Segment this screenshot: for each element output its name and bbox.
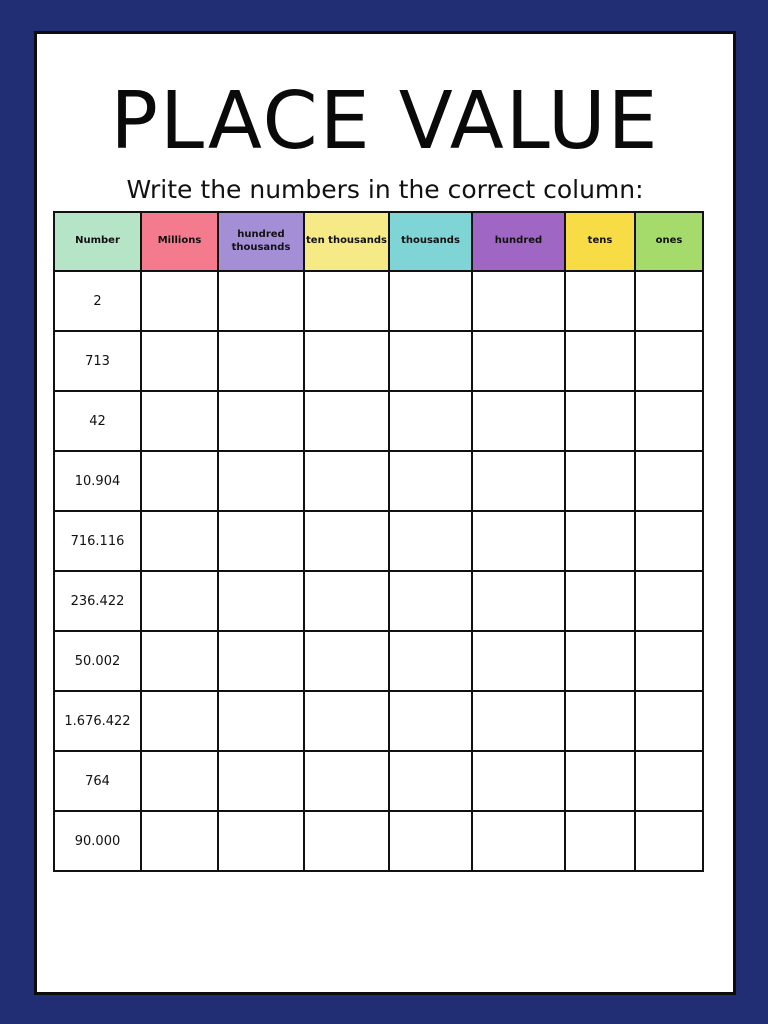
table-row	[54, 631, 703, 691]
answer-cell-ones[interactable]	[635, 631, 703, 691]
number-cell: 42	[54, 391, 141, 451]
table-row	[54, 751, 703, 811]
answer-cell-hundred[interactable]	[472, 811, 565, 871]
answer-cell-hundred-thousands[interactable]	[218, 631, 304, 691]
answer-cell-hundred[interactable]	[472, 391, 565, 451]
answer-cell-tens[interactable]	[565, 631, 635, 691]
worksheet-title: PLACE VALUE	[110, 75, 660, 167]
number-cell: 764	[54, 751, 141, 811]
answer-cell-thousands[interactable]	[389, 631, 472, 691]
answer-cell-hundred[interactable]	[472, 691, 565, 751]
answer-cell-thousands[interactable]	[389, 391, 472, 451]
answer-cell-tens[interactable]	[565, 691, 635, 751]
answer-cell-ones[interactable]	[635, 331, 703, 391]
answer-cell-hundred-thousands[interactable]	[218, 571, 304, 631]
answer-cell-thousands[interactable]	[389, 751, 472, 811]
answer-cell-ones[interactable]	[635, 271, 703, 331]
table-row	[54, 271, 703, 331]
answer-cell-hundred[interactable]	[472, 631, 565, 691]
answer-cell-hundred-thousands[interactable]	[218, 691, 304, 751]
answer-cell-thousands[interactable]	[389, 811, 472, 871]
answer-cell-ones[interactable]	[635, 571, 703, 631]
answer-cell-ones[interactable]	[635, 751, 703, 811]
answer-cell-tens[interactable]	[565, 331, 635, 391]
answer-cell-thousands[interactable]	[389, 331, 472, 391]
table-row	[54, 511, 703, 571]
answer-cell-tens[interactable]	[565, 571, 635, 631]
worksheet-instructions: Write the numbers in the correct column:	[126, 175, 644, 204]
answer-cell-ten-thousands[interactable]	[304, 271, 389, 331]
header-number: Number	[54, 212, 141, 271]
answer-cell-millions[interactable]	[141, 691, 218, 751]
table-row	[54, 391, 703, 451]
answer-cell-ten-thousands[interactable]	[304, 451, 389, 511]
answer-cell-thousands[interactable]	[389, 451, 472, 511]
answer-cell-hundred-thousands[interactable]	[218, 331, 304, 391]
header-row	[54, 212, 703, 271]
answer-cell-thousands[interactable]	[389, 271, 472, 331]
answer-cell-tens[interactable]	[565, 451, 635, 511]
answer-cell-millions[interactable]	[141, 811, 218, 871]
answer-cell-millions[interactable]	[141, 631, 218, 691]
header-tens: tens	[565, 212, 635, 271]
table-row	[54, 811, 703, 871]
answer-cell-hundred[interactable]	[472, 751, 565, 811]
answer-cell-tens[interactable]	[565, 271, 635, 331]
answer-cell-tens[interactable]	[565, 751, 635, 811]
answer-cell-hundred[interactable]	[472, 271, 565, 331]
table-row	[54, 451, 703, 511]
answer-cell-millions[interactable]	[141, 571, 218, 631]
number-cell: 236.422	[54, 571, 141, 631]
answer-cell-hundred[interactable]	[472, 451, 565, 511]
header-hundred: hundred	[472, 212, 565, 271]
answer-cell-hundred-thousands[interactable]	[218, 451, 304, 511]
answer-cell-ones[interactable]	[635, 451, 703, 511]
answer-cell-millions[interactable]	[141, 751, 218, 811]
answer-cell-ones[interactable]	[635, 391, 703, 451]
answer-cell-millions[interactable]	[141, 451, 218, 511]
answer-cell-ones[interactable]	[635, 691, 703, 751]
answer-cell-thousands[interactable]	[389, 511, 472, 571]
table-row	[54, 331, 703, 391]
answer-cell-ten-thousands[interactable]	[304, 691, 389, 751]
header-ten-thousands: ten thousands	[304, 212, 389, 271]
answer-cell-hundred-thousands[interactable]	[218, 391, 304, 451]
answer-cell-tens[interactable]	[565, 511, 635, 571]
answer-cell-millions[interactable]	[141, 511, 218, 571]
answer-cell-ten-thousands[interactable]	[304, 811, 389, 871]
header-hundred-thousands: hundred thousands	[218, 212, 304, 271]
answer-cell-hundred[interactable]	[472, 331, 565, 391]
header-millions: Millions	[141, 212, 218, 271]
answer-cell-ten-thousands[interactable]	[304, 751, 389, 811]
answer-cell-thousands[interactable]	[389, 691, 472, 751]
answer-cell-ten-thousands[interactable]	[304, 511, 389, 571]
number-cell: 90.000	[54, 811, 141, 871]
answer-cell-hundred[interactable]	[472, 511, 565, 571]
answer-cell-hundred-thousands[interactable]	[218, 511, 304, 571]
answer-cell-tens[interactable]	[565, 811, 635, 871]
answer-cell-millions[interactable]	[141, 391, 218, 451]
answer-cell-ones[interactable]	[635, 511, 703, 571]
table-row	[54, 691, 703, 751]
answer-cell-ten-thousands[interactable]	[304, 571, 389, 631]
place-value-table	[53, 211, 704, 872]
answer-cell-hundred-thousands[interactable]	[218, 751, 304, 811]
number-cell: 50.002	[54, 631, 141, 691]
answer-cell-ten-thousands[interactable]	[304, 331, 389, 391]
answer-cell-hundred[interactable]	[472, 571, 565, 631]
number-cell: 716.116	[54, 511, 141, 571]
number-cell: 1.676.422	[54, 691, 141, 751]
answer-cell-ones[interactable]	[635, 811, 703, 871]
answer-cell-hundred-thousands[interactable]	[218, 271, 304, 331]
answer-cell-ten-thousands[interactable]	[304, 631, 389, 691]
table-row	[54, 571, 703, 631]
number-cell: 713	[54, 331, 141, 391]
answer-cell-millions[interactable]	[141, 271, 218, 331]
header-ones: ones	[635, 212, 703, 271]
answer-cell-ten-thousands[interactable]	[304, 391, 389, 451]
number-cell: 2	[54, 271, 141, 331]
header-thousands: thousands	[389, 212, 472, 271]
answer-cell-tens[interactable]	[565, 391, 635, 451]
number-cell: 10.904	[54, 451, 141, 511]
answer-cell-millions[interactable]	[141, 331, 218, 391]
answer-cell-hundred-thousands[interactable]	[218, 811, 304, 871]
answer-cell-thousands[interactable]	[389, 571, 472, 631]
